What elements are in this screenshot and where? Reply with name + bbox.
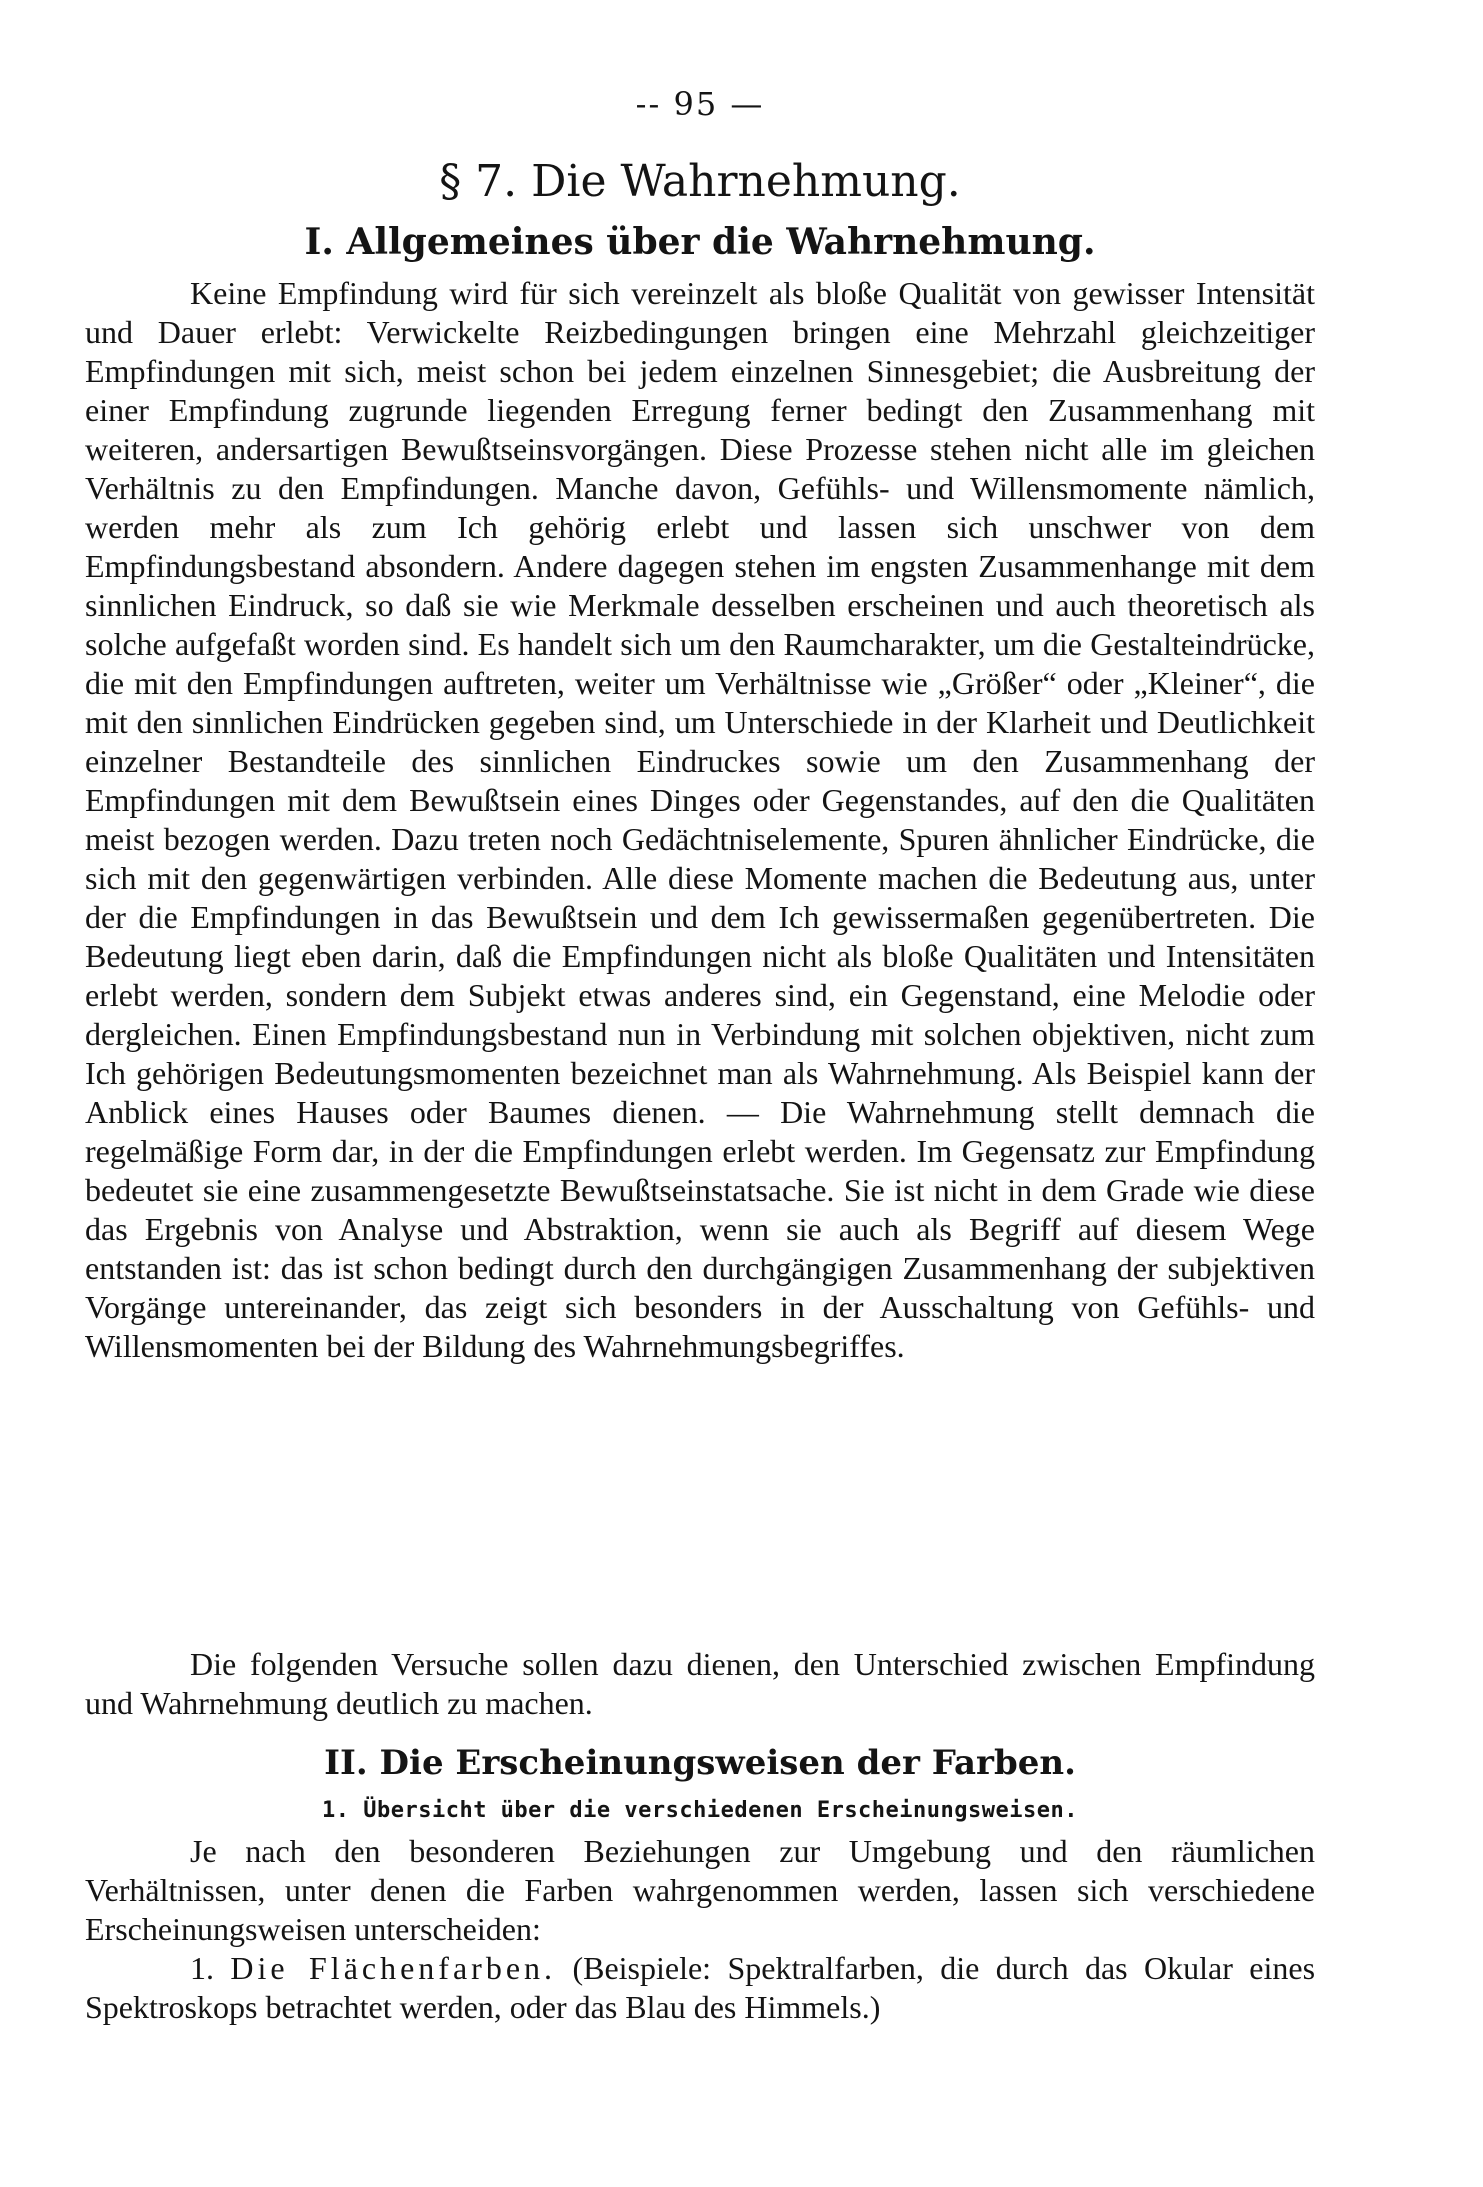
subsubsection-title: 1. Übersicht über die verschiedenen Erscheinungsweisen. [322,1798,1078,1823]
list-item-flaechenfarben [85,1949,1315,2027]
intro-paragraph: Keine Empfindung wird für sich vereinzelt als bloße Qualität von gewisser Intensität und Dauer erlebt: Verwickelte Reizbedingungen bringen eine Mehrzahl gleichzeitiger Empfindungen mit sich, meist schon bei jedem einzelnen Sinnesgebiet; die Ausbreitung der einer Empfindung zugrunde liegenden Erregung ferner bedingt den Zusammenhang mit weiteren, andersartigen Bewußtseinsvorgängen. Diese Prozesse stehen nicht alle im gleichen Verhältnis zu den Empfindungen. Manche davon, Gefühls- und Willensmomente nämlich, werden mehr als zum Ich gehörig erlebt und lassen sich unschwer von dem Empfindungsbestand absondern. Andere dagegen stehen im engsten Zusammenhange mit dem sinnlichen Eindruck, so daß sie wie Merkmale desselben erscheinen und auch theoretisch als solche aufgefaßt worden sind. Es handelt sich um den Raumcharakter, um die Gestalteindrücke, die mit den Empfindungen auftreten, weiter um Verhältnisse wie „Größer“ oder „Kleiner“, die mit den sinnlichen Eindrücken gegeben sind, um Unterschiede in der Klarheit und Deutlichkeit einzelner Bestandteile des sinnlichen Eindruckes sowie um den Zusammenhang der Empfindungen mit dem Bewußtsein eines Dinges oder Gegenstandes, auf den die Qualitäten meist bezogen werden. Dazu treten noch Gedächtniselemente, Spuren ähnlicher Eindrücke, die sich mit den gegenwärtigen verbinden. Alle diese Momente machen die Bedeutung aus, unter der die Empfindungen in das Bewußtsein und dem Ich gewissermaßen gegenübertreten. Die Bedeutung liegt eben darin, daß die Empfindungen nicht als bloße Qualitäten und Intensitäten erlebt werden, sondern dem Subjekt etwas anderes sind, ein Gegenstand, eine Melodie oder dergleichen. Einen Empfindungsbestand nun in Verbindung mit solchen objektiven, nicht zum Ich gehörigen Bedeutungsmomenten bezeichnet man als Wahrnehmung. Als Beispiel kann der Anblick eines Hauses oder Baumes dienen. — Die Wahrnehmung stellt demnach die regelmäßige Form dar, in der die Empfindungen erlebt werden. Im Gegensatz zur Empfindung bedeutet sie eine zusammengesetzte Bewußtseinstatsache. Sie ist nicht in dem Grade wie diese das Ergebnis von Analyse und Abstraktion, wenn sie auch als Begriff auf diesem Wege entstanden ist: das ist schon bedingt durch den durchgängigen Zusammenhang der subjektiven Vorgänge untereinander, das zeigt sich besonders in der Ausschaltung von Gefühls- und Willensmomenten bei der Bildung des Wahrnehmungsbegriffes. [85,275,1315,1364]
page-number: -- 95 — [635,85,765,123]
closing-text-block [85,1645,1315,1723]
list-item-term: Die Flächenfarben. [230,1950,557,1986]
list-item-text: (Beispiele: Spektralfarben, die durch das Okular eines Spektroskops betrachtet werden, oder das Blau des Himmels.) [85,1950,1316,2025]
section-title: § 7. Die Wahrnehmung. [439,156,961,207]
closing-paragraph: Die folgenden Versuche sollen dazu dienen, den Unterschied zwischen Empfindung und Wahrnehmung deutlich zu machen. [85,1646,1315,1721]
intro-text-block [85,274,1315,1366]
modes-text-block [85,1832,1315,2027]
section2-title: II. Die Erscheinungsweisen der Farben. [324,1743,1076,1783]
subsection-title: I. Allgemeines über die Wahrnehmung. [304,221,1096,263]
modes-intro-paragraph: Je nach den besonderen Beziehungen zur Umgebung und den räumlichen Verhältnissen, unter denen die Farben wahrgenommen werden, lassen sich verschiedene Erscheinungsweisen unterscheiden: [85,1833,1315,1947]
list-item-number: 1. [190,1950,214,1986]
